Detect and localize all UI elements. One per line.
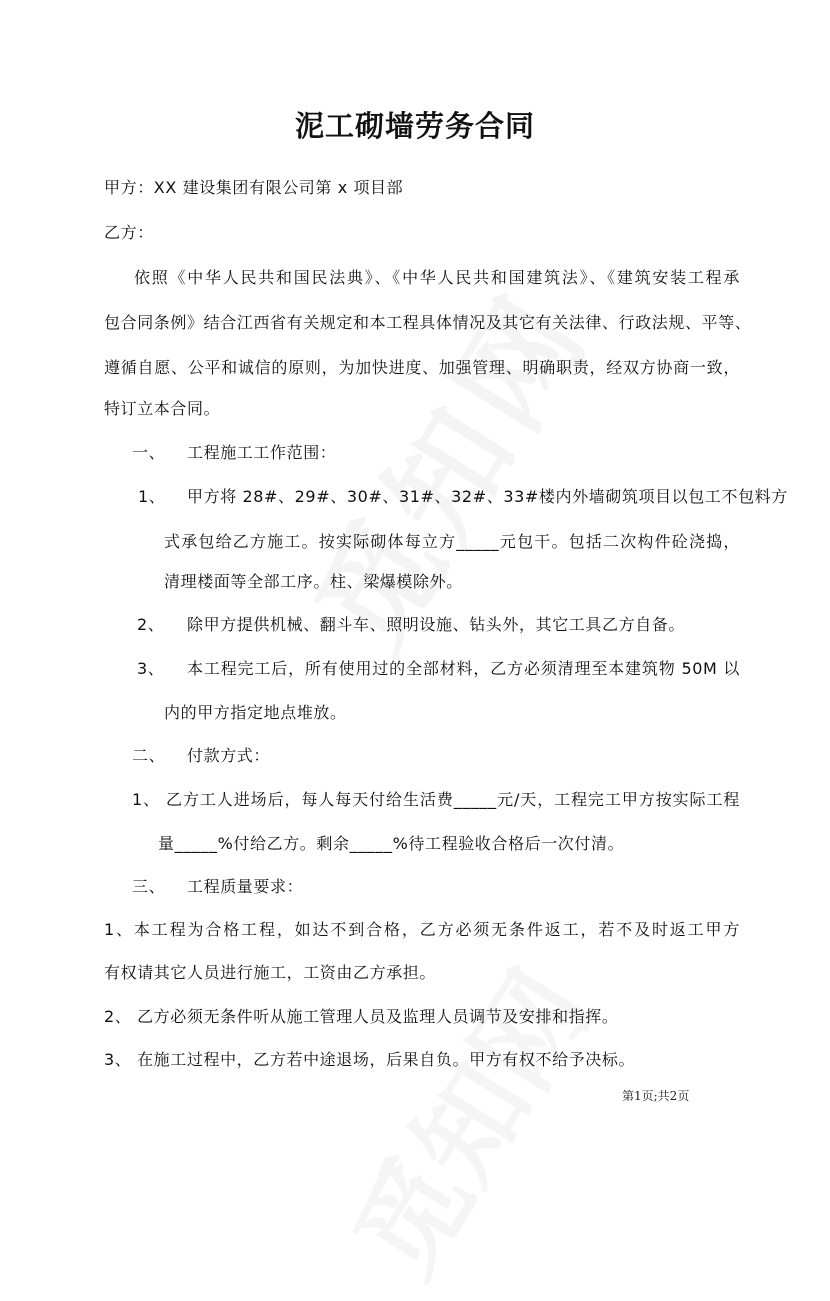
section-3-item-3: 3、 在施工过程中，乙方若中途退场，后果自负。甲方有权不给予决标。 — [104, 1050, 636, 1069]
document-title: 泥工砌墙劳务合同 — [294, 109, 535, 143]
section-1-number: 一、 — [132, 443, 166, 462]
section-1-item-3-line-2: 内的甲方指定地点堆放。 — [164, 703, 347, 722]
section-1-item-3-line-1: 本工程完工后，所有使用过的全部材料，乙方必须清理至本建筑物 50M 以 — [187, 659, 740, 678]
section-1-item-1-line-3: 清理楼面等全部工序。柱、梁爆模除外。 — [164, 572, 463, 591]
section-3-item-1-line-1: 1、本工程为合格工程，如达不到合格，乙方必须无条件返工，若不及时返工甲方 — [104, 920, 740, 939]
section-1-item-3-number: 3、 — [137, 659, 165, 678]
preamble-line-4: 特订立本合同。 — [104, 399, 221, 418]
section-3-item-2: 2、 乙方必须无条件听从施工管理人员及监理人员调节及安排和指挥。 — [104, 1007, 619, 1026]
watermark-bottom — [311, 937, 620, 1301]
section-3-item-1-line-2: 有权请其它人员进行施工，工资由乙方承担。 — [104, 963, 437, 982]
section-3-title: 工程质量要求： — [187, 877, 304, 896]
section-3-number: 三、 — [132, 877, 166, 896]
section-2-item-1-line-1: 1、 乙方工人进场后，每人每天付给生活费_____元/天，工程完工甲方按实际工程 — [132, 790, 740, 809]
preamble-line-1: 依照《中华人民共和国民法典》、《中华人民共和国建筑法》、《建筑安装工程承 — [134, 268, 740, 287]
party-b-line: 乙方： — [104, 223, 154, 242]
preamble-line-3: 遵循自愿、公平和诚信的原则，为加快进度、加强管理、明确职责，经双方协商一致， — [104, 358, 740, 377]
section-2-item-1-line-2: 量_____%付给乙方。剩余_____%待工程验收合格后一次付清。 — [158, 834, 625, 853]
section-1-item-1-number: 1、 — [138, 487, 166, 506]
preamble-line-2: 包合同条例》结合江西省有关规定和本工程具体情况及其它有关法律、行政法规、平等、 — [104, 313, 752, 332]
section-1-item-1-line-1: 甲方将 28#、29#、30#、31#、32#、33#楼内外墙砌筑项目以包工不包料方 — [187, 487, 788, 506]
section-1-item-2-line-1: 除甲方提供机械、翻斗车、照明设施、钻头外，其它工具乙方自备。 — [187, 615, 686, 634]
page-footer: 第1页;共2页 — [622, 1089, 690, 1103]
section-1-item-2-number: 2、 — [137, 615, 165, 634]
party-a-line: 甲方：XX 建设集团有限公司第 x 项目部 — [104, 178, 404, 197]
section-1-title: 工程施工工作范围： — [187, 443, 337, 462]
section-2-title: 付款方式： — [187, 746, 271, 765]
section-1-item-1-line-2: 式承包给乙方施工。按实际砌体每立方_____元包干。包括二次构件砼浇捣， — [164, 532, 740, 551]
section-2-number: 二、 — [132, 746, 166, 765]
